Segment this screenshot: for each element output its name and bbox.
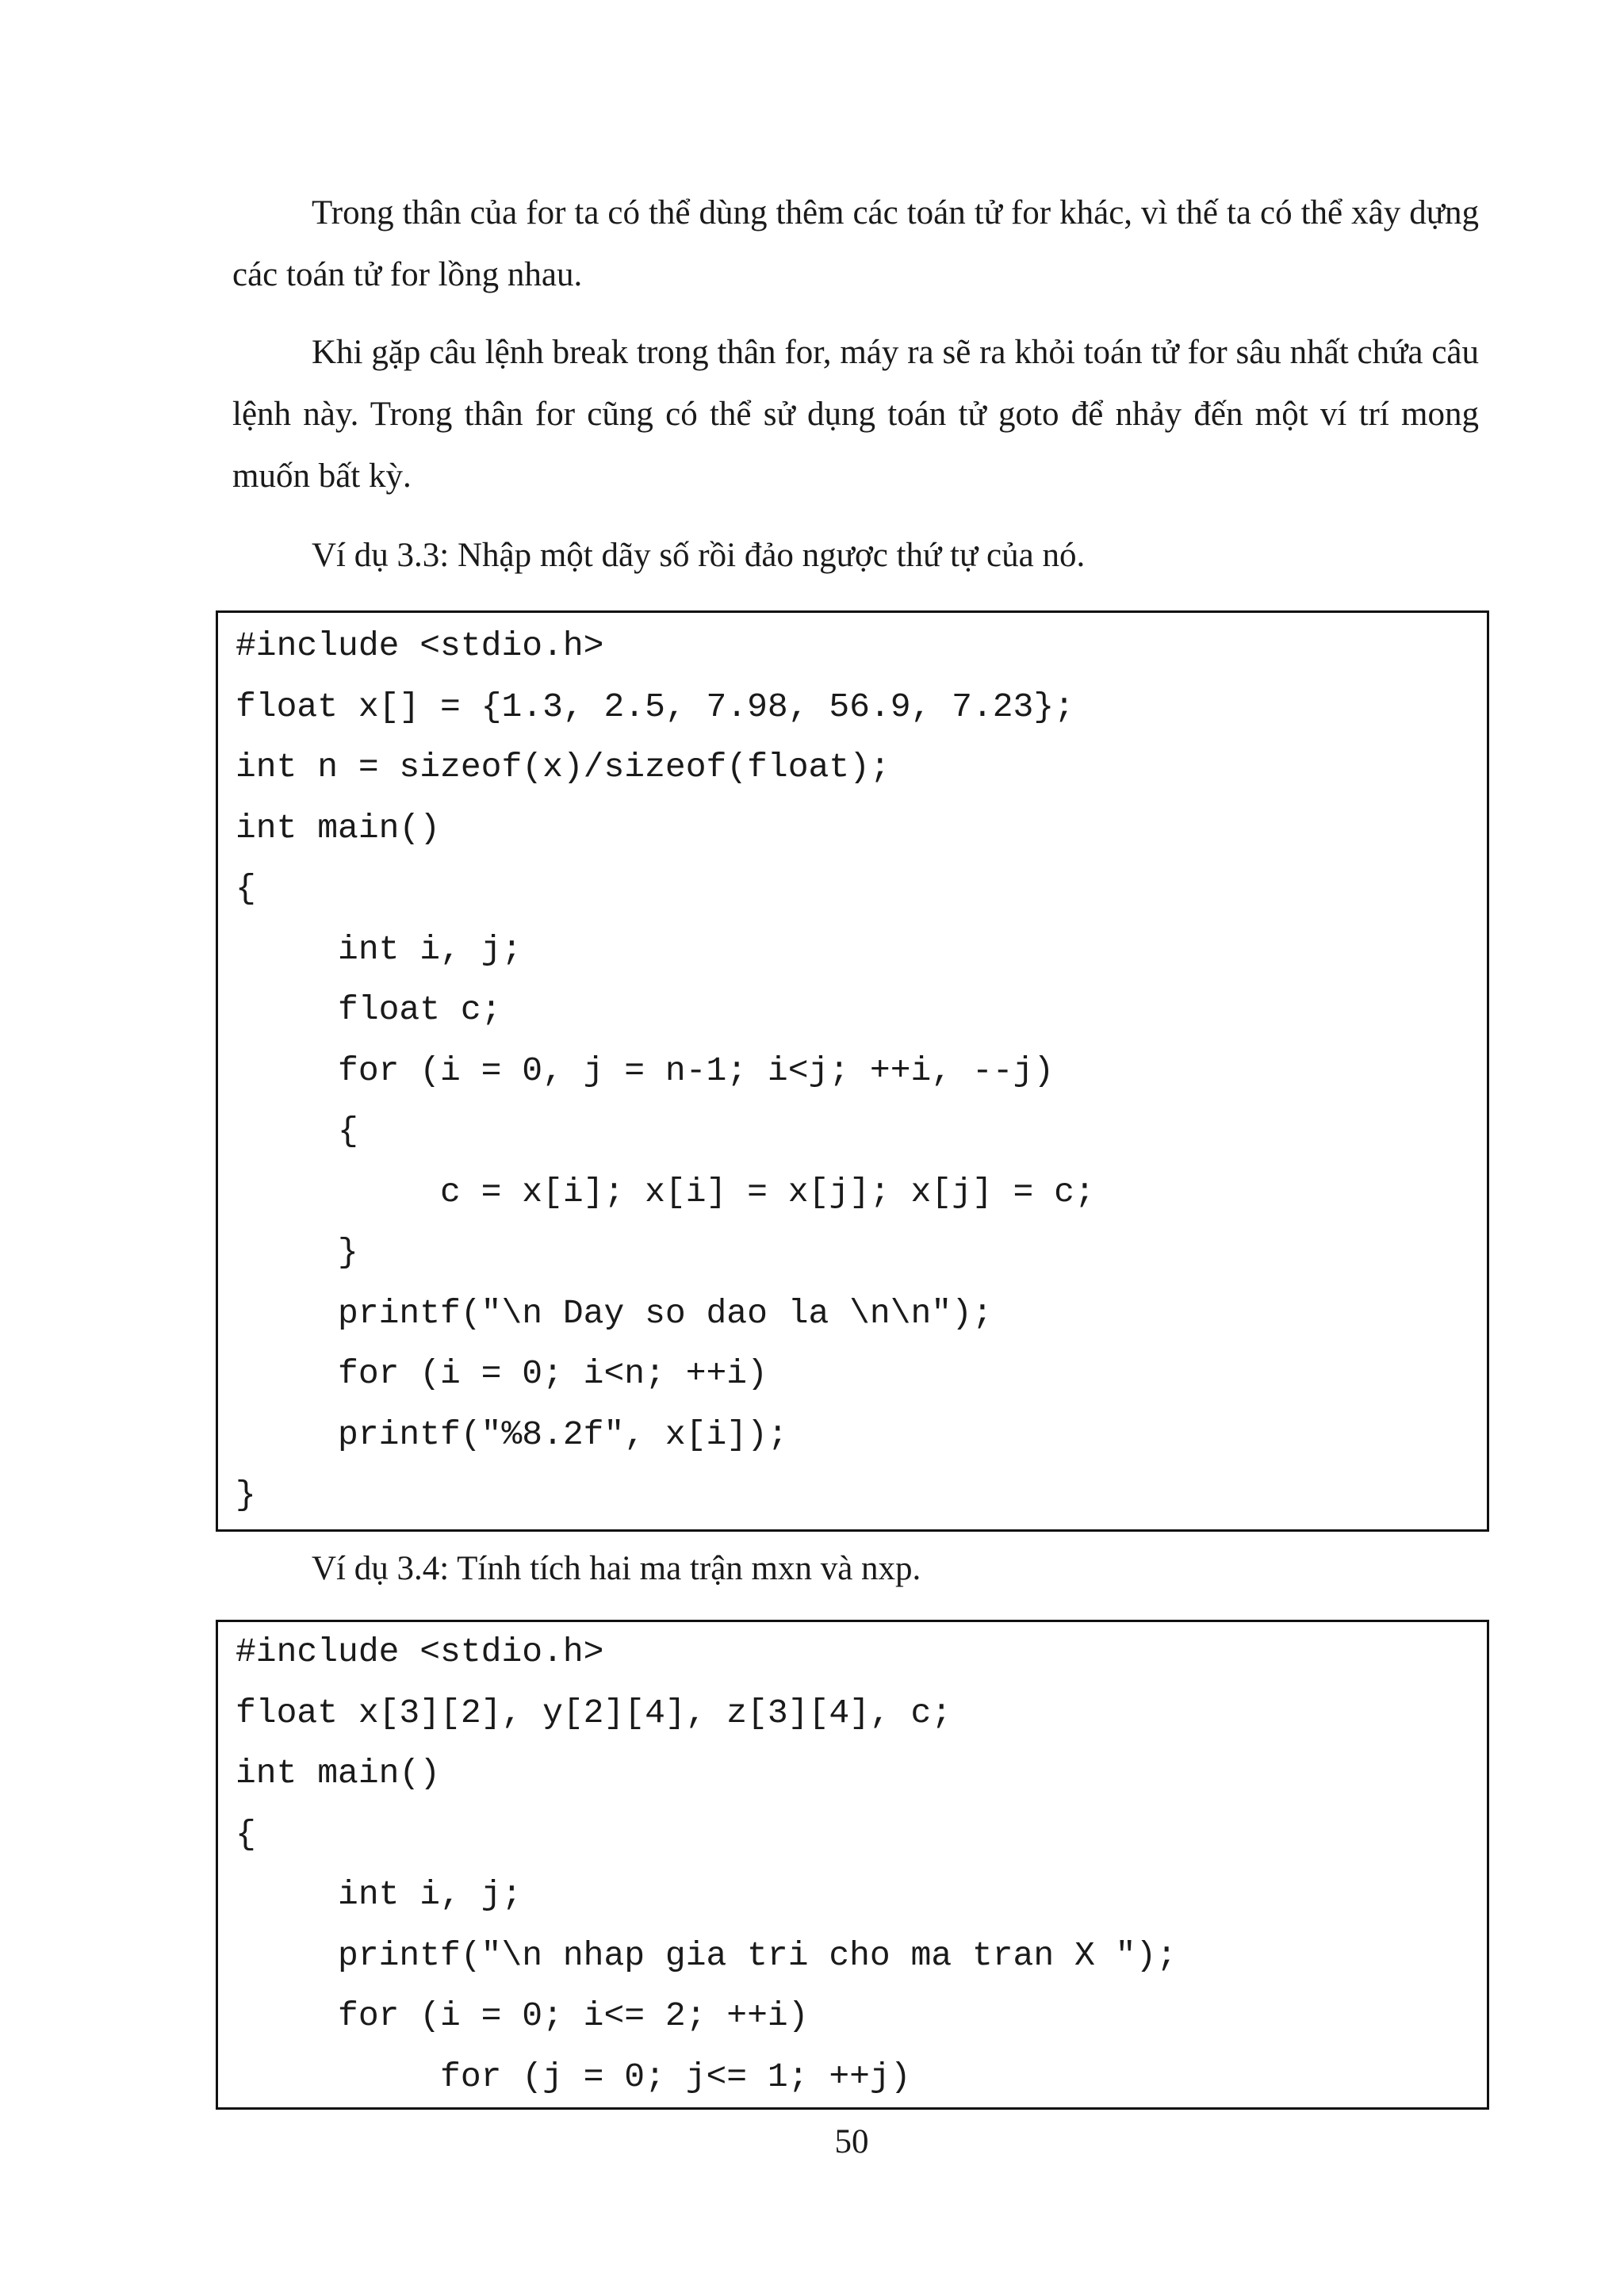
example-3-3-caption: Ví dụ 3.3: Nhập một dãy số rồi đảo ngược thứ tự của nó. [312, 537, 1086, 574]
code-line: int i, j; [236, 1875, 523, 1914]
code-line: float x[] = {1.3, 2.5, 7.98, 56.9, 7.23}; [236, 687, 1074, 726]
example-3-4-caption: Ví dụ 3.4: Tính tích hai ma trận mxn và nxp. [312, 1550, 921, 1587]
paragraph-nested-for: Trong thân của for ta có thể dùng thêm các toán tử for khác, vì thế ta có thể xây dựng các toán tử for lồng nhau. [232, 194, 1479, 293]
code-line: } [236, 1233, 358, 1272]
paragraph-break-goto: Khi gặp câu lệnh break trong thân for, máy ra sẽ ra khỏi toán tử for sâu nhất chứa câu lệnh này. Trong thân for cũng có thể sử dụng toán tử goto để nhảy đến một ví trí mong muốn bất kỳ. [232, 334, 1479, 495]
code-line: int i, j; [236, 929, 523, 969]
code-line: int n = sizeof(x)/sizeof(float); [236, 748, 891, 786]
code-line: for (j = 0; j<= 1; ++j) [236, 2057, 911, 2096]
code-line: { [236, 1814, 256, 1854]
code-line: } [236, 1475, 256, 1514]
code-line: int main() [236, 808, 441, 848]
page-number: 50 [834, 2123, 869, 2160]
code-line: for (i = 0; i<= 2; ++i) [236, 1996, 809, 2035]
code-line: for (i = 0; i<n; ++i) [236, 1354, 768, 1393]
code-line: int main() [236, 1754, 441, 1793]
code-line: printf("\n nhap gia tri cho ma tran X "); [236, 1935, 1177, 1975]
code-line: #include <stdio.h> [236, 626, 604, 665]
code-line: for (i = 0, j = n-1; i<j; ++i, --j) [236, 1050, 1055, 1090]
code-line: float x[3][2], y[2][4], z[3][4], c; [236, 1693, 952, 1732]
code-line: { [236, 1112, 358, 1150]
code-line: { [236, 869, 256, 908]
code-line: float c; [236, 990, 502, 1029]
code-block-reverse-array [216, 610, 1489, 1532]
code-line: c = x[i]; x[i] = x[j]; x[j] = c; [236, 1172, 1095, 1211]
code-line: #include <stdio.h> [236, 1632, 604, 1671]
code-line: printf("\n Day so dao la \n\n"); [236, 1293, 993, 1333]
code-block-matrix-multiply [216, 1620, 1489, 2110]
code-line: printf("%8.2f", x[i]); [236, 1414, 788, 1454]
